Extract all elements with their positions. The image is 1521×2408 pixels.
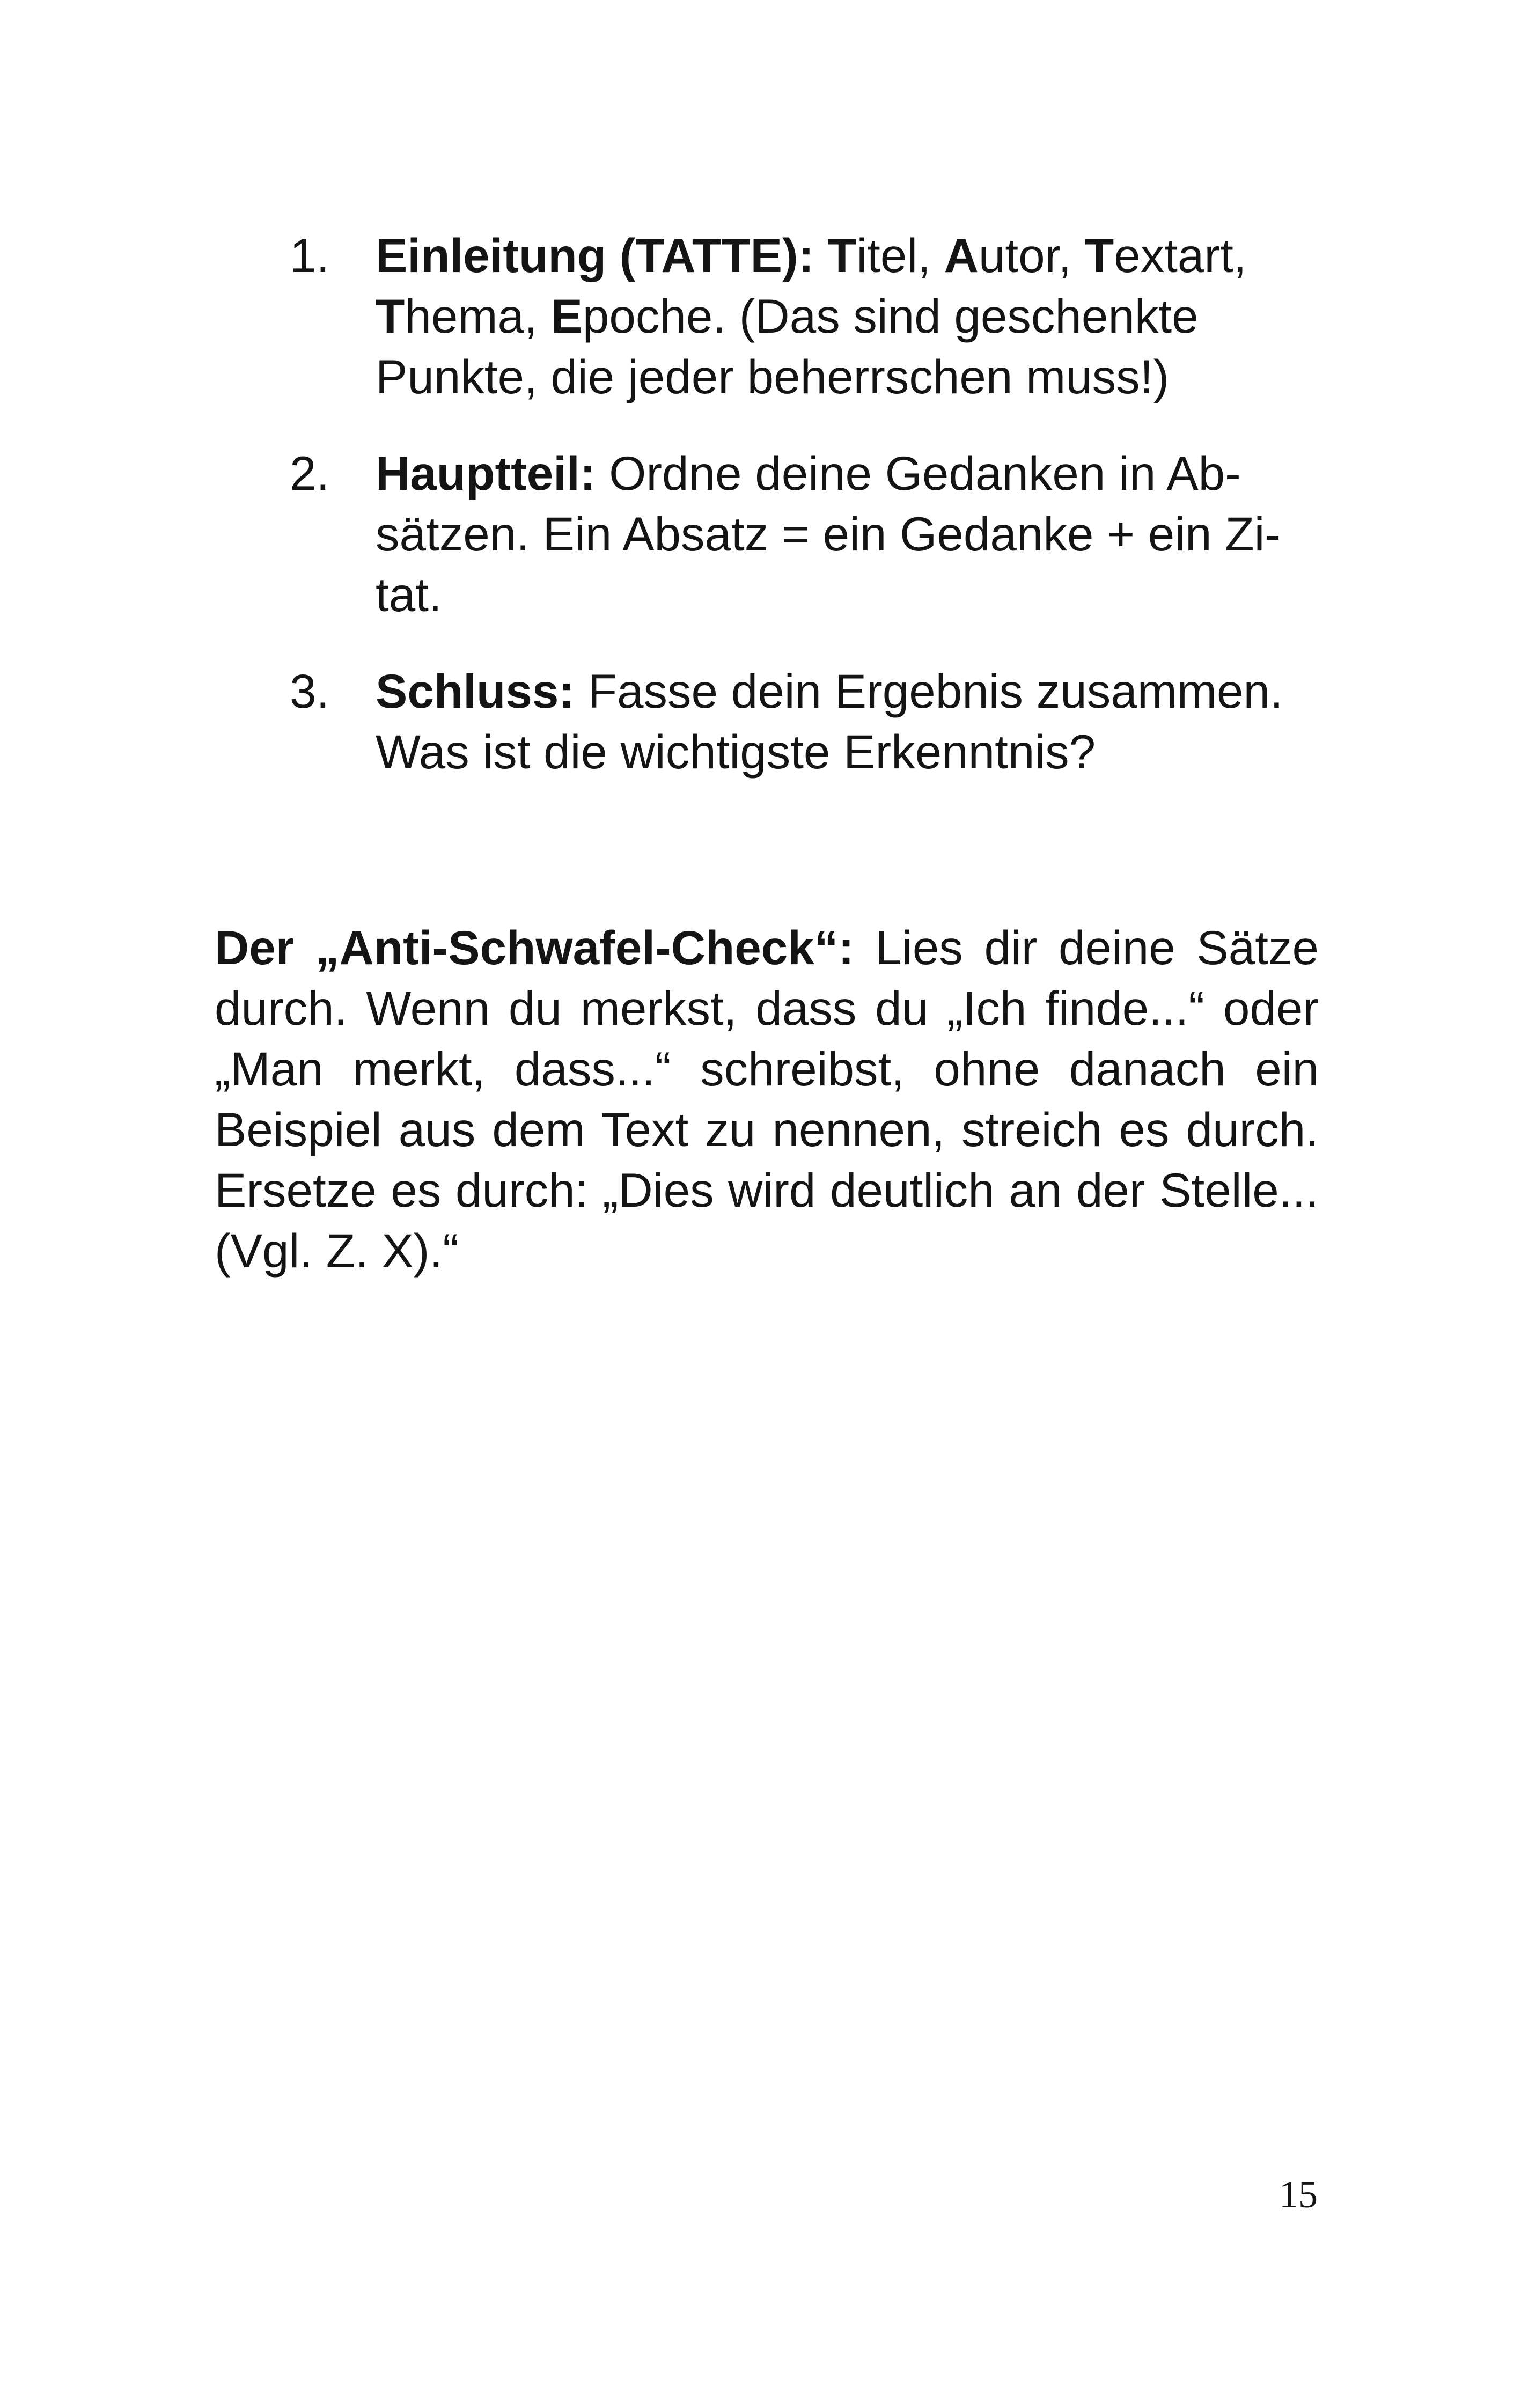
step-number: 1. <box>290 229 330 282</box>
acronym-letter: A <box>944 229 979 282</box>
acronym-word-rest: utor, <box>978 229 1085 282</box>
acronym-word-rest: hema, <box>405 289 551 343</box>
anti-schwafel-paragraph <box>215 917 1319 1281</box>
step-item-schluss <box>215 661 1325 782</box>
step-title: Einleitung (TATTE): <box>376 229 814 282</box>
step-note: (Das sind geschenkte Punkte, die jeder beherrschen muss!) <box>376 289 1199 403</box>
step-number: 3. <box>290 664 330 718</box>
step-item-hauptteil <box>215 443 1325 625</box>
page-number: 15 <box>1279 2173 1318 2216</box>
acronym-letter: E <box>550 289 583 343</box>
acronym-letter: T <box>376 289 405 343</box>
acronym-letter: T <box>827 229 857 282</box>
check-text: Lies dir deine Sätze durch. Wenn du merkst, dass du „Ich finde...“ oder „Man merkt, dass...“ schreibst, ohne danach ein Beispiel aus dem Text zu nennen, streich es durch. Ersetze es durch: „Dies wird deutlich an der Stelle... (Vgl. Z. X).“ <box>215 921 1319 1278</box>
step-item-einleitung <box>215 225 1325 407</box>
step-text: Fasse dein Ergebnis zusammen. Was ist die wichtigste Erkenntnis? <box>376 664 1283 779</box>
acronym-word-rest: itel, <box>856 229 944 282</box>
step-number: 2. <box>290 446 330 500</box>
step-title: Schluss: <box>376 664 575 718</box>
acronym-word-rest: extart, <box>1114 229 1247 282</box>
step-title: Hauptteil: <box>376 446 596 500</box>
check-title: Der „Anti-Schwafel-Check“: <box>215 921 854 974</box>
acronym-word-rest: poche. <box>582 289 726 343</box>
acronym-letter: T <box>1084 229 1114 282</box>
step-text: Ordne deine Gedanken in Absätzen. Ein Absatz = ein Gedanke + ein Zitat. <box>376 446 1281 621</box>
steps-list <box>215 225 1325 818</box>
